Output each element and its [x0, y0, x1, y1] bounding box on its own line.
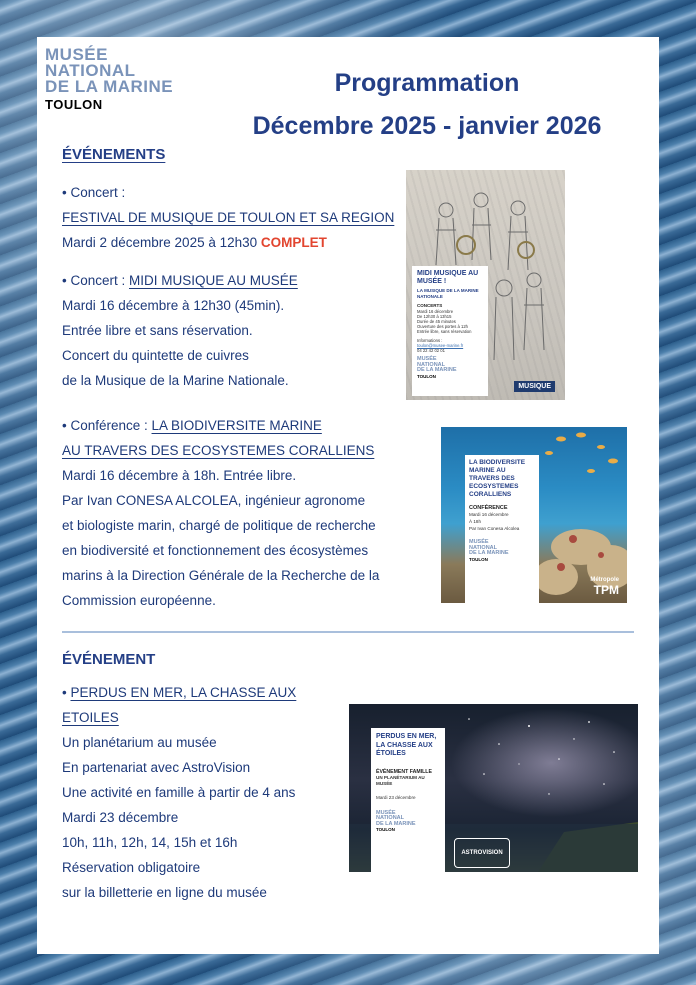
event-festival [62, 180, 402, 255]
event-perdus-bullet: • [62, 685, 71, 700]
event-conference [62, 413, 412, 613]
event-festival-date: Mardi 2 décembre 2025 à 12h30 [62, 235, 261, 250]
poster-bio-logo-city: TOULON [469, 556, 488, 562]
poster-midi-logo-city: TOULON [417, 373, 436, 379]
poster-midi-subtitle: LA MUSIQUE DE LA MARINE NATIONALE [417, 288, 479, 299]
event-midi-type: • Concert : [62, 273, 129, 288]
event-midi-line: de la Musique de la Marine Nationale. [62, 373, 289, 388]
poster-perdus-logo-city: TOULON [376, 827, 395, 832]
event-perdus-line: 10h, 11h, 12h, 14, 15h et 16h [62, 835, 238, 850]
event-midi-link[interactable]: MIDI MUSIQUE AU MUSÉE [129, 273, 298, 288]
section-heading-event: ÉVÉNEMENT [62, 651, 156, 668]
poster-midi-detail: Mardi 16 décembre [417, 308, 454, 314]
event-perdus-line: Mardi 23 décembre [62, 810, 179, 825]
event-conf-line: en biodiversité et fonctionnement des écosystèmes [62, 543, 369, 558]
event-perdus-line: En partenariat avec AstroVision [62, 760, 251, 775]
poster-midi-title: MIDI MUSIQUE AU MUSÉE ! [417, 270, 479, 285]
event-conf-line: marins à la Direction Générale de la Recherche de la [62, 568, 380, 583]
poster-bio-partner-logo [590, 577, 619, 597]
logo-city: TOULON [45, 97, 103, 112]
event-conf-line: Commission européenne. [62, 593, 216, 608]
poster-bio-speaker: Par Ivan Conesa Alcolea [469, 526, 520, 531]
poster-perdus-card [371, 728, 445, 872]
poster-bio-card [465, 455, 539, 603]
poster-perdus-en-mer [349, 704, 638, 872]
poster-perdus-sublabel: UN PLANÉTARIUM AU MUSÉE [376, 774, 425, 786]
section-divider [62, 631, 634, 633]
partner-big: TPM [593, 583, 619, 597]
poster-midi-detail: Ouverture des portes à 12h [417, 324, 468, 330]
poster-bio-logo-1: MUSÉE [469, 539, 489, 545]
poster-midi-musique [406, 170, 565, 400]
event-conf-line: Par Ivan CONESA ALCOLEA, ingénieur agronome [62, 493, 366, 508]
event-conf-link-1[interactable]: LA BIODIVERSITE MARINE [151, 418, 322, 433]
poster-midi-card [412, 266, 488, 396]
event-festival-link[interactable]: FESTIVAL DE MUSIQUE DE TOULON ET SA REGION [62, 210, 395, 225]
page-title: Programmation [334, 69, 520, 97]
event-perdus-line: Réservation obligatoire [62, 860, 201, 875]
poster-perdus-date: Mardi 23 décembre [376, 794, 416, 800]
logo-line-3: DE LA MARINE [45, 77, 174, 96]
event-perdus-line: Un planétarium au musée [62, 735, 217, 750]
event-midi-line: Concert du quintette de cuivres [62, 348, 249, 363]
event-perdus-line: Une activité en famille à partir de 4 ans [62, 785, 296, 800]
logo-line-1: MUSÉE [45, 45, 108, 64]
poster-biodiversite [441, 427, 627, 603]
poster-bio-logo-3: DE LA MARINE [469, 550, 509, 556]
poster-perdus-logo-2: NATIONAL [376, 815, 405, 821]
poster-perdus-logo-3: DE LA MARINE [376, 820, 416, 827]
status-complet: COMPLET [260, 235, 327, 250]
event-festival-type: • Concert : [62, 185, 126, 200]
poster-bio-date: Mardi 16 décembre [469, 512, 509, 517]
poster-midi-info-email: toulon@musee-marine.fr [417, 342, 464, 348]
poster-perdus-title: PERDUS EN MER, LA CHASSE AUX ÉTOILES [376, 733, 437, 757]
event-perdus-line: sur la billetterie en ligne du musée [62, 885, 267, 900]
poster-midi-logo-1: MUSÉE [417, 356, 437, 363]
poster-midi-logo-2: NATIONAL [417, 361, 446, 368]
logo-line-2: NATIONAL [45, 61, 136, 80]
astrovision-logo: ASTROVISION [454, 838, 510, 868]
partner-small: Métropole [590, 577, 619, 583]
event-conf-line: Mardi 16 décembre à 18h. Entrée libre. [62, 468, 297, 483]
poster-midi-logo-3: DE LA MARINE [417, 367, 457, 374]
poster-perdus-logo-1: MUSÉE [376, 809, 396, 816]
poster-midi-badge: MUSIQUE [514, 381, 555, 392]
poster-midi-detail: De 12h30 à 13h15 [417, 313, 452, 319]
poster-perdus-label: ÉVÉNEMENT FAMILLE [376, 768, 432, 775]
event-conf-type: • Conférence : [62, 418, 152, 433]
event-midi-line: Mardi 16 décembre à 12h30 (45min). [62, 298, 285, 313]
event-perdus-en-mer [62, 680, 352, 905]
section-heading-events: ÉVÉNEMENTS [62, 146, 166, 163]
page-sheet [37, 37, 659, 954]
poster-bio-time: À 18h [469, 519, 482, 524]
poster-midi-detail: Entrée libre, sans réservation [417, 329, 472, 335]
poster-midi-detail: Durée de 45 minutes [417, 318, 456, 324]
page-subtitle: Décembre 2025 - janvier 2026 [252, 112, 602, 140]
event-midi-musique [62, 268, 402, 393]
event-conf-link-2[interactable]: AU TRAVERS DES ECOSYSTEMES CORALLIENS [62, 443, 375, 458]
poster-bio-title: LA BIODIVERSITE MARINE AU TRAVERS DES ECOSYSTEMES CORALLIENS [469, 459, 526, 498]
museum-logo [45, 47, 185, 112]
event-midi-line: Entrée libre et sans réservation. [62, 323, 253, 338]
poster-midi-info-label: Informations : [417, 337, 443, 343]
poster-midi-info-phone: 04 22 42 02 01 [417, 347, 445, 353]
poster-bio-logo-2: NATIONAL [469, 544, 498, 551]
event-conf-line: et biologiste marin, chargé de politique de recherche [62, 518, 376, 533]
event-perdus-link[interactable]: PERDUS EN MER, LA CHASSE AUX ETOILES [62, 685, 297, 725]
poster-bio-label: CONFÉRENCE [469, 505, 508, 511]
poster-midi-label: CONCERTS [417, 303, 443, 308]
